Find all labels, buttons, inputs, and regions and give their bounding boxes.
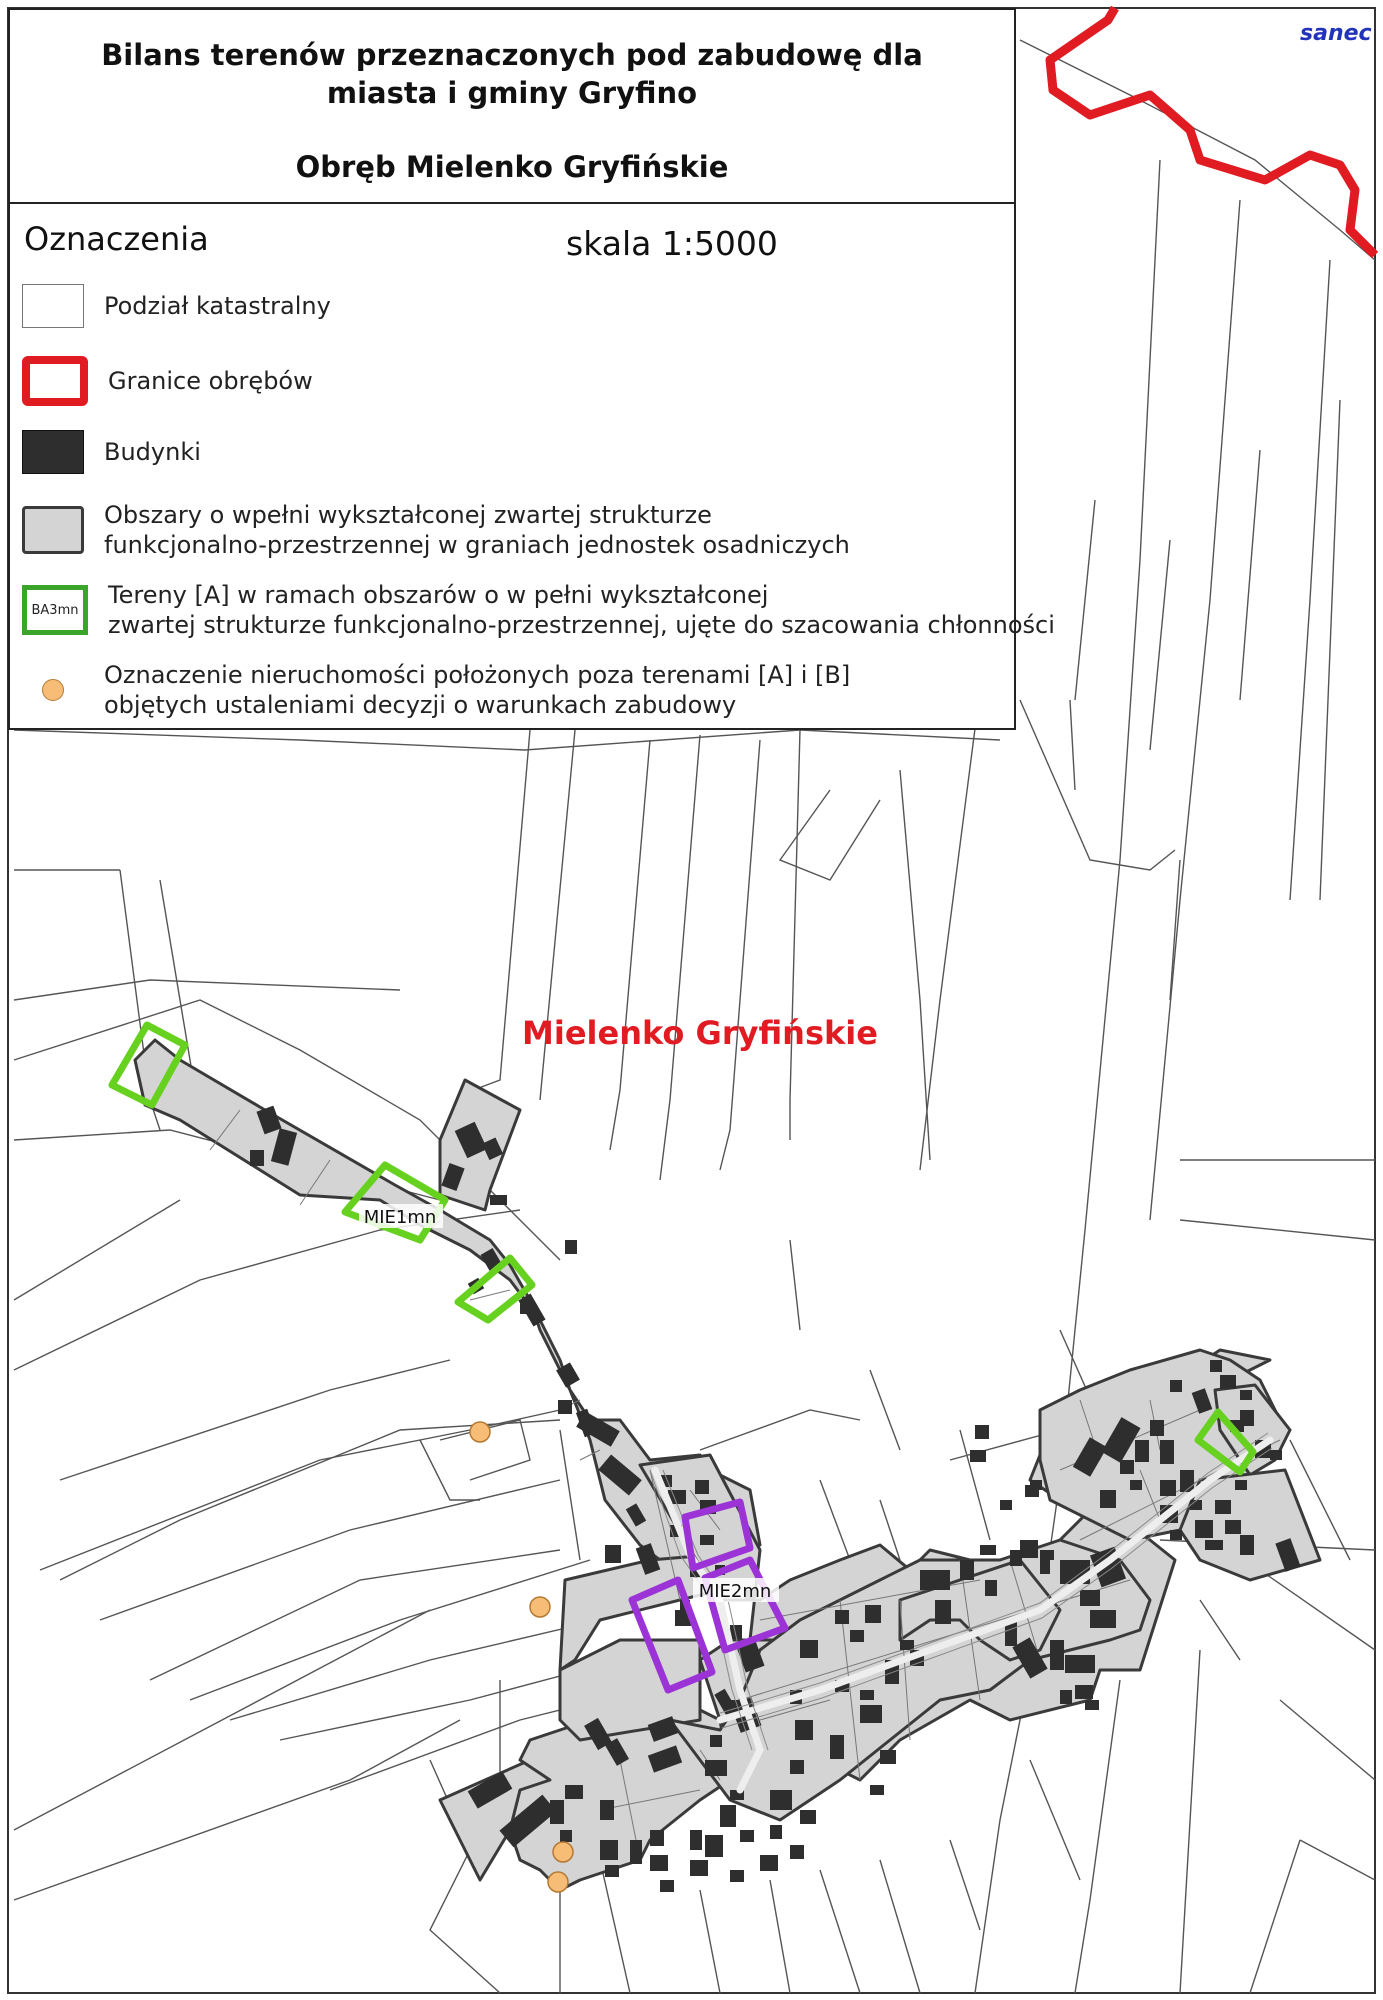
zone-label-mie1mn-text: MIE1mn — [363, 1207, 437, 1228]
area-a-symbol — [22, 585, 88, 635]
neighbor-precinct-label: sanec — [1300, 21, 1372, 46]
precinct-boundary-symbol — [22, 356, 88, 406]
legend-label: Podział katastralny — [104, 292, 331, 320]
legend-label: Granice obrębów — [108, 367, 313, 395]
property-point — [530, 1597, 550, 1617]
legend-label-line1: Obszary o wpełni wykształconej zwartej strukturze — [104, 501, 712, 529]
legend-label-line2: zwartej strukturze funkcjonalno-przestrzennej, ujęte do szacowania chłonności — [108, 611, 1055, 639]
scale-label: skala 1:5000 — [566, 224, 778, 263]
legend-label-line2: funkcjonalno-przestrzennej w graniach jednostek osadniczych — [104, 531, 850, 559]
title-panel — [8, 8, 1016, 204]
area-a-sample-text: BA3mn — [31, 602, 79, 618]
legend-label: Budynki — [104, 438, 201, 466]
legend-label-line1: Oznaczenie nieruchomości położonych poza terenami [A] i [B] — [104, 661, 851, 689]
zone-label-mie1mn — [359, 1204, 443, 1228]
property-point-symbol — [22, 670, 84, 710]
property-point — [470, 1422, 490, 1442]
title-line-1: Bilans terenów przeznaczonych pod zabudowę dla — [101, 38, 923, 72]
orange-dot-icon — [42, 679, 64, 701]
property-point — [548, 1872, 568, 1892]
legend-item-boundary — [22, 356, 313, 406]
legend-item-cadastral — [22, 284, 331, 328]
legend-item-buildings — [22, 430, 201, 474]
legend-panel — [8, 204, 1055, 730]
legend-label-line1: Tereny [A] w ramach obszarów o w pełni wykształconej — [108, 581, 769, 609]
cadastral-parcel-symbol — [22, 284, 84, 328]
precinct-name-label: Mielenko Gryfińskie — [522, 1014, 878, 1052]
legend-item-settled — [22, 500, 850, 560]
property-point — [553, 1842, 573, 1862]
building-symbol — [22, 430, 84, 474]
legend-heading: Oznaczenia — [24, 220, 209, 258]
settled-area-symbol — [22, 506, 84, 554]
zone-label-mie2mn — [693, 1578, 779, 1602]
title-line-3: Obręb Mielenko Gryfińskie — [295, 150, 729, 184]
legend-item-area-a — [22, 580, 1055, 640]
zone-label-mie2mn-text: MIE2mn — [698, 1581, 772, 1602]
legend-item-point — [22, 660, 850, 720]
title-line-2: miasta i gminy Gryfino — [326, 76, 698, 110]
legend-label-line2: objętych ustaleniami decyzji o warunkach zabudowy — [104, 691, 737, 719]
